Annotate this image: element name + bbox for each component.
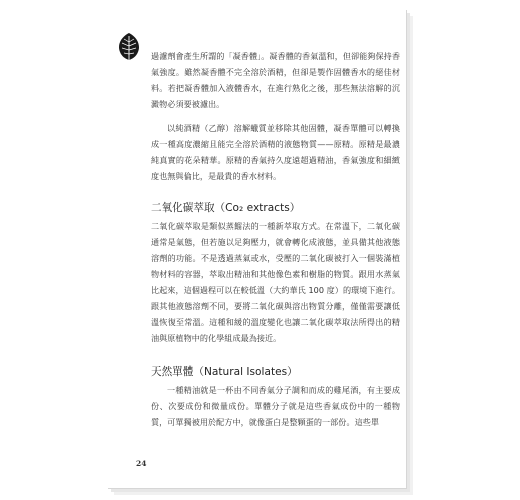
paragraph: 一種精油就是一杯由不同香氣分子調和而成的雞尾酒，有主要成份、次要成份和微量成份。單體分子就是這些香氣成份中的一種物質，可單獨被用於配方中，就像蛋白是整顆蛋的一部份。這些單 — [151, 385, 400, 427]
paragraph: 過濾劑會產生所謂的「凝香體」。凝香體的香氣溫和，但卻能夠保持香氣強度。雖然凝香體不完全溶於酒精，但卻是製作固體香水的絕佳材料。若把凝香體加入液體香水，在進行熟化之後，那些無法溶解的沉澱物必須要被濾出。 — [151, 51, 400, 109]
page-text — [151, 48, 400, 430]
page-number: 24 — [136, 459, 147, 468]
leaf-icon — [116, 31, 142, 63]
section-heading: 二氧化碳萃取（Co₂ extracts） — [151, 202, 301, 214]
paragraph: 以純酒精（乙醇）溶解蠟質並移除其他固體，凝香單體可以轉換成一種高度濃縮且能完全溶於酒精的液態物質——原精。原精是最濃純真實的花朵精華。原精的香氣持久度遠超過精油，香氣強度和細緻度也無與倫比，是最貴的香水材料。 — [151, 123, 400, 181]
section-heading: 天然單體（Natural Isolates） — [151, 366, 298, 378]
paragraph: 二氧化碳萃取是類似蒸餾法的一種新萃取方式。在常溫下，二氧化碳通常是氣態，但若施以足夠壓力，就會轉化成液態，並具備其他液態溶劑的功能。不是透過蒸氣或水，受壓的二氧化碳被打入一個裝滿植物材料的容器，萃取出精油和其他像色素和樹脂的物質。跟用水蒸氣比起來，這個過程可以在較低溫（大約華氏 100 度）的環境下進行。跟其他液態溶劑不同，要將二氧化碳與溶出物質分離，僅僅需要讓低溫恢復至常溫。這種和緩的溫度變化也讓二氧化碳萃取法所得出的精油與原植物中的化學組成最為接近。 — [151, 221, 400, 343]
